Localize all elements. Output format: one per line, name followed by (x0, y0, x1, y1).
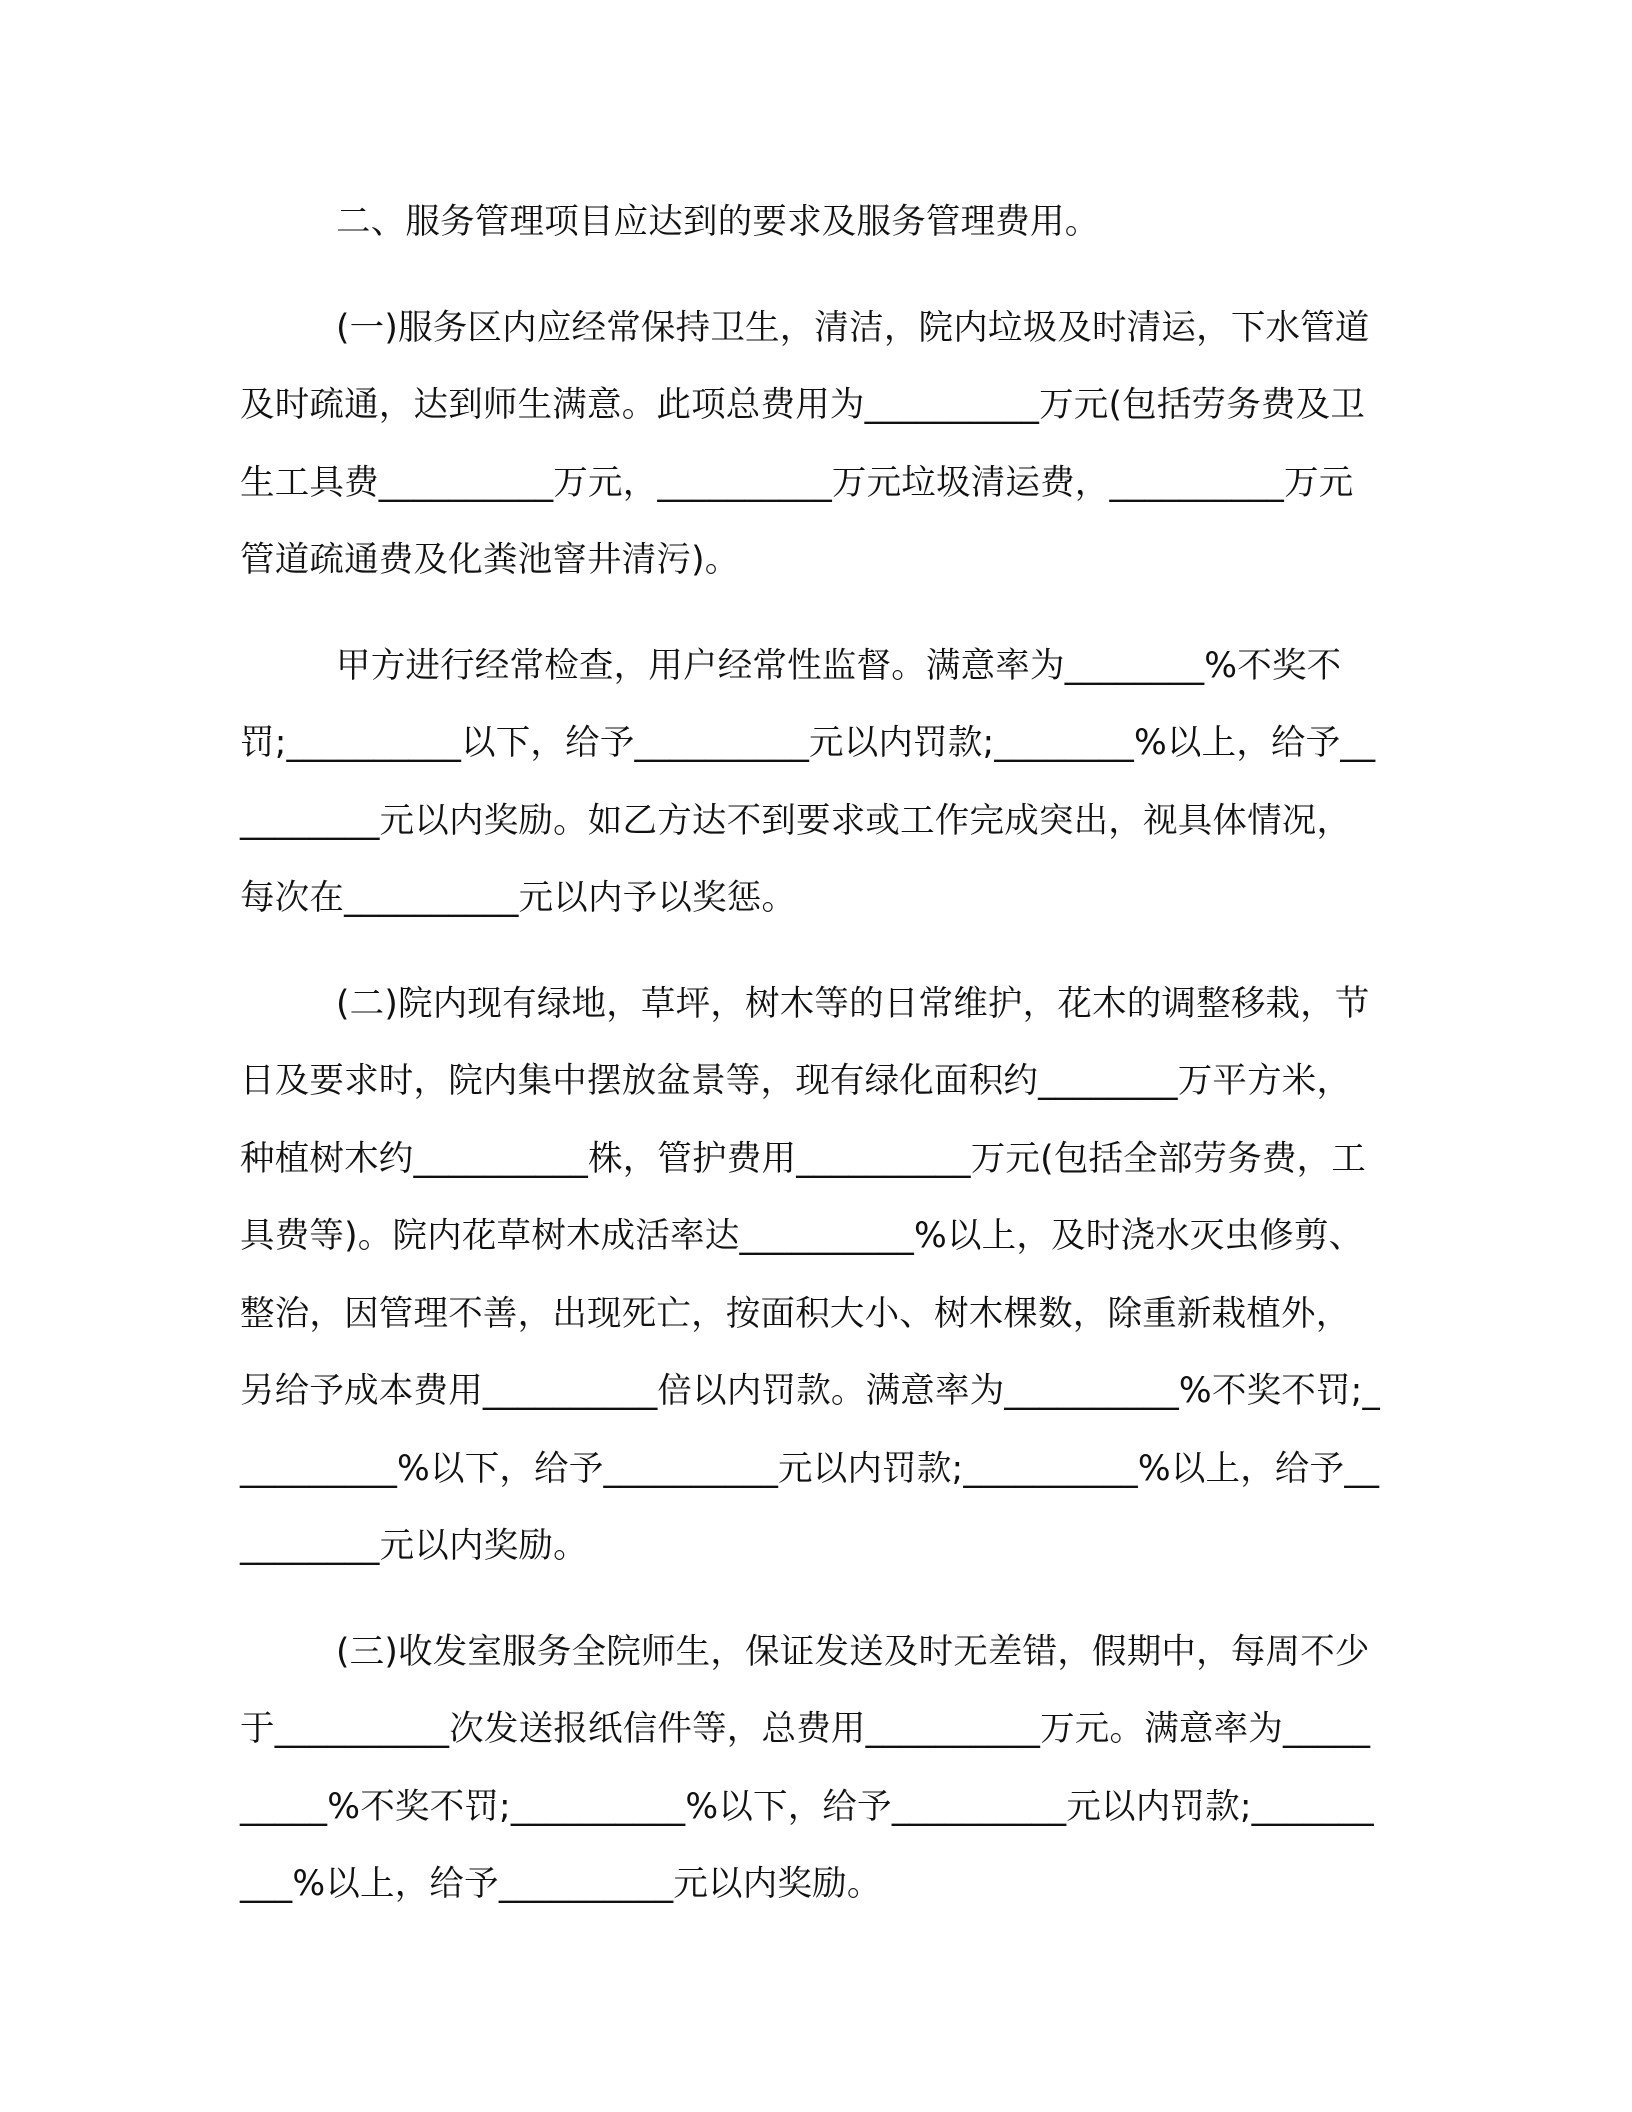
paragraph-gap (240, 938, 1380, 966)
paragraph-greening: (二)院内现有绿地，草坪，树木等的日常维护，花木的调整移栽，节日及要求时，院内集中摆放盆景等，现有绿化面积约________万平方米，种植树木约__________株，管护费用__________万元(包括全部劳务费，工具费等)。院内花草树木成活率达__________%以上，及时浇水灭虫修剪、整治，因管理不善，出现死亡，按面积大小、树木棵数，除重新栽植外，另给予成本费用__________倍以内罚款。满意率为__________%不奖不罚;__________%以下，给予__________元以内罚款;__________%以上，给予__________元以内奖励。 (240, 983, 1380, 1566)
section-heading: 二、服务管理项目应达到的要求及服务管理费用。 (336, 202, 1100, 242)
paragraph-mailroom: (三)收发室服务全院师生，保证发送及时无差错，假期中，每周不少于__________次发送报纸信件等，总费用__________万元。满意率为__________%不奖不罚;__________%以下，给予__________元以内罚款;__________%以上，给予__________元以内奖励。 (240, 1631, 1374, 1904)
document-body (240, 184, 1380, 1924)
paragraph-inspection: 甲方进行经常检查，用户经常性监督。满意率为________%不奖不罚;__________以下，给予__________元以内罚款;________%以上，给予__________元以内奖励。如乙方达不到要求或工作完成突出，视具体情况，每次在__________元以内予以奖惩。 (240, 645, 1376, 918)
paragraph-gap (240, 1586, 1380, 1614)
paragraph-sanitation: (一)服务区内应经常保持卫生，清洁，院内垃圾及时清运，下水管道及时疏通，达到师生满意。此项总费用为__________万元(包括劳务费及卫生工具费__________万元，__________万元垃圾清运费，__________万元管道疏通费及化粪池窨井清污)。 (240, 307, 1370, 580)
paragraph-gap (240, 600, 1380, 628)
paragraph-gap (240, 262, 1380, 290)
